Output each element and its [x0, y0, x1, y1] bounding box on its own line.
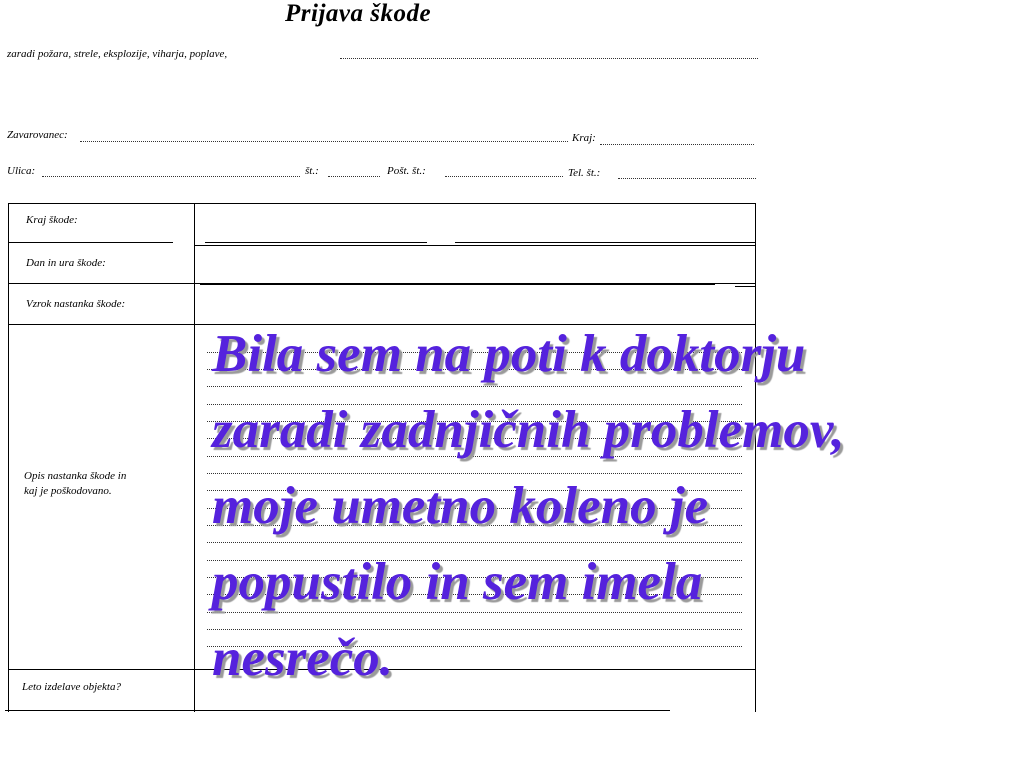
tel-label: Tel. št.:: [568, 167, 601, 179]
post-field[interactable]: [445, 176, 563, 177]
form-subtitle: zaradi požara, strele, eksplozije, viharja, poplave,: [7, 48, 228, 60]
number-field[interactable]: [328, 176, 380, 177]
table-border-bottom: [5, 710, 670, 711]
row-label-cause: Vzrok nastanka škode:: [26, 298, 126, 310]
place-label: Kraj:: [572, 132, 596, 144]
row-separator: [8, 242, 173, 243]
overlay-line: Bila sem na poti k doktorju: [212, 325, 806, 383]
insured-label: Zavarovanec:: [7, 129, 68, 141]
answer-line-date[interactable]: [200, 284, 715, 285]
post-label: Pošt. št.:: [387, 165, 426, 177]
row-label-place: Kraj škode:: [26, 214, 78, 226]
overlay-caption: [212, 316, 1012, 696]
number-label: št.:: [305, 165, 319, 177]
form-title: Prijava škode: [285, 0, 432, 27]
table-border-top: [8, 203, 756, 204]
tel-field[interactable]: [618, 178, 756, 179]
street-field[interactable]: [42, 176, 300, 177]
street-label: Ulica:: [7, 165, 36, 177]
table-column-divider: [194, 203, 195, 712]
row-label-description-2: kaj je poškodovano.: [24, 485, 112, 497]
overlay-line: nesrečo.: [212, 629, 394, 687]
row-separator: [194, 245, 755, 246]
answer-line-place[interactable]: [205, 242, 427, 243]
overlay-line: zaradi zadnjičnih problemov,: [212, 401, 845, 459]
row-label-date: Dan in ura škode:: [26, 257, 106, 269]
table-border-left: [8, 203, 9, 712]
insured-field[interactable]: [80, 141, 568, 142]
overlay-line: moje umetno koleno je: [212, 477, 709, 535]
answer-line-place[interactable]: [455, 242, 755, 243]
subtitle-fill-line: [340, 58, 758, 59]
row-label-description-1: Opis nastanka škode in: [24, 470, 127, 482]
answer-line-date[interactable]: [735, 286, 755, 287]
row-label-year: Leto izdelave objekta?: [22, 681, 121, 693]
overlay-line: popustilo in sem imela: [212, 553, 703, 611]
place-field[interactable]: [600, 144, 754, 145]
